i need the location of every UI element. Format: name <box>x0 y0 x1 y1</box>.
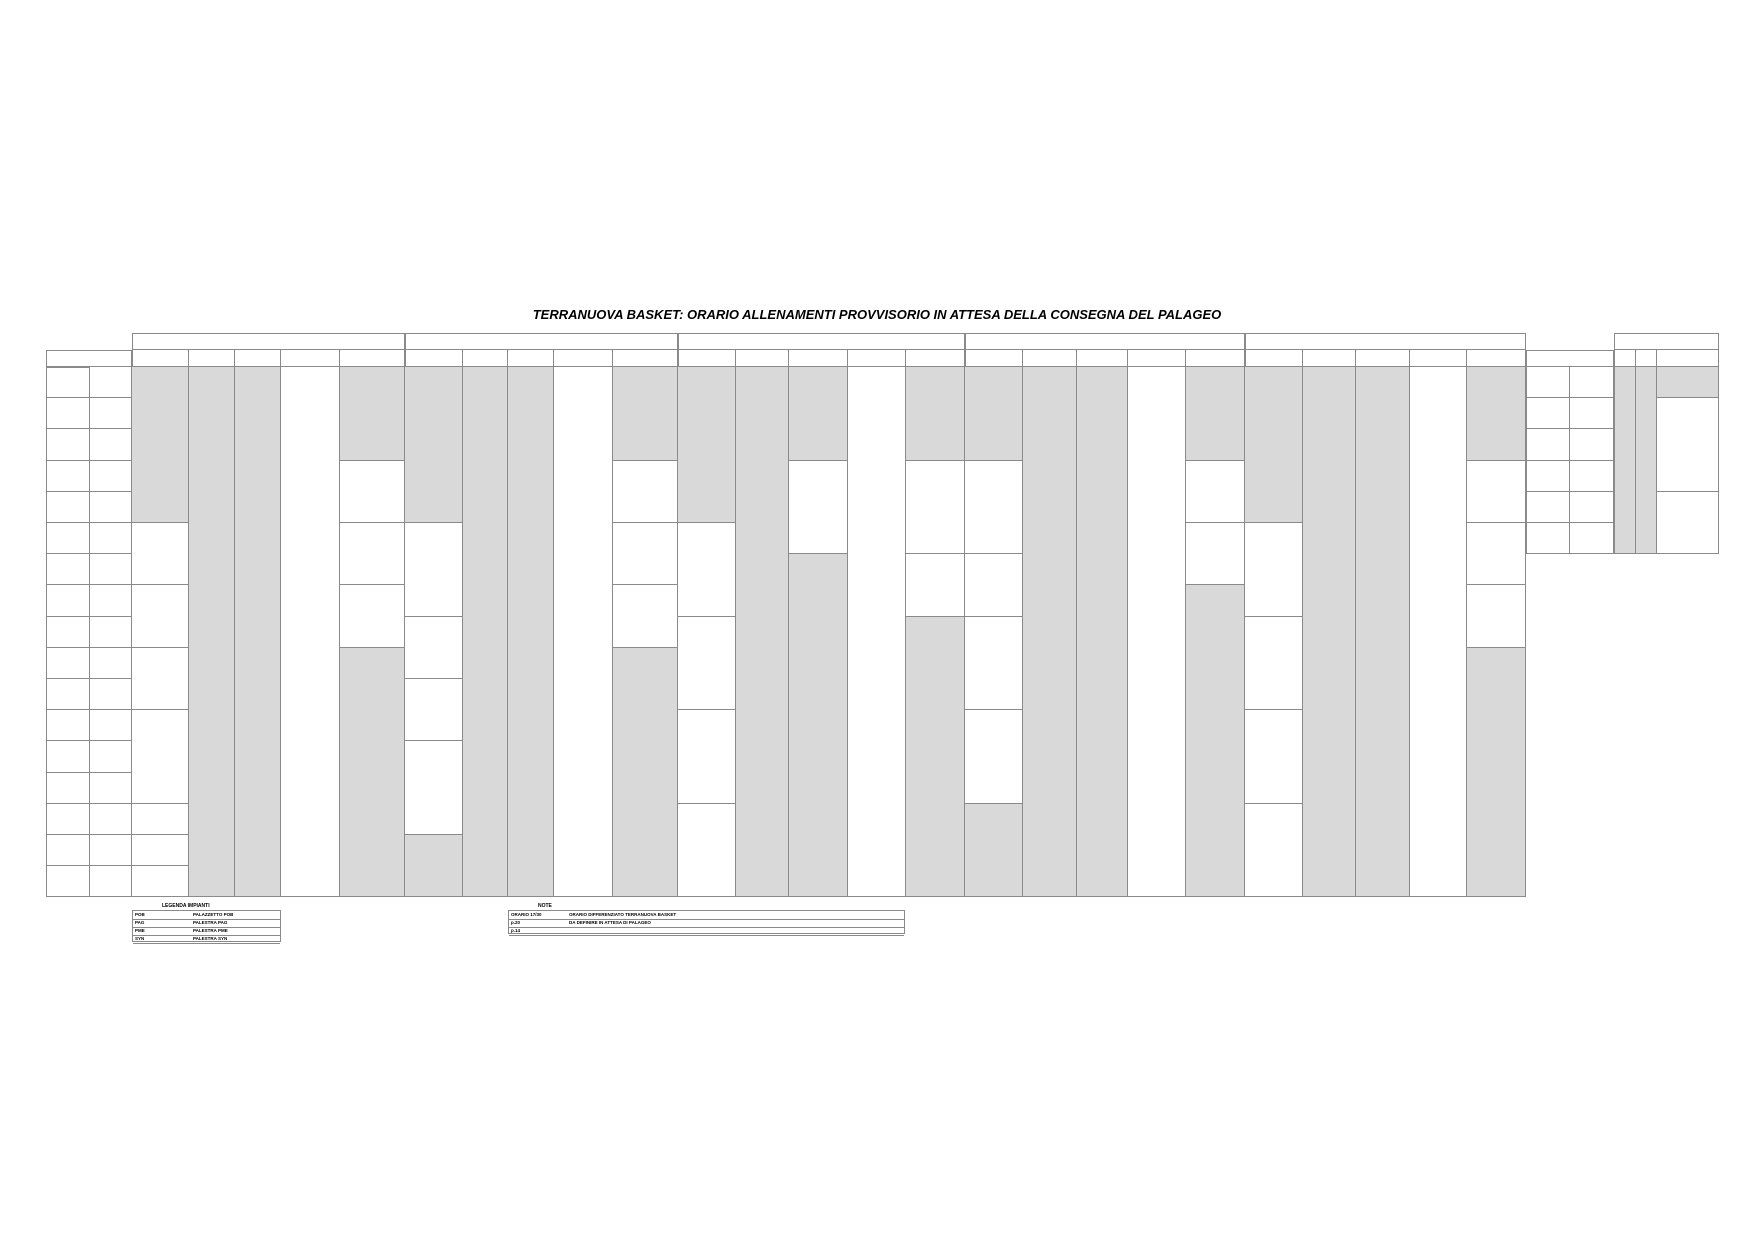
pag-column <box>1303 367 1356 897</box>
empty-slot <box>340 367 405 461</box>
training-slot <box>405 741 463 835</box>
sabato-time-to <box>1570 461 1614 492</box>
sabato-orario-header <box>1526 350 1614 367</box>
training-slot <box>906 554 965 616</box>
pag-column <box>1023 367 1077 897</box>
training-slot <box>906 461 965 555</box>
empty-slot <box>132 367 189 523</box>
col-header-campino <box>613 350 678 367</box>
col-header-syn <box>1128 350 1186 367</box>
time-from <box>46 367 90 398</box>
legend-value: PALESTRA PME <box>193 928 228 933</box>
time-to <box>90 554 132 585</box>
sabato-time-from <box>1526 492 1570 523</box>
empty-slot <box>1186 367 1245 461</box>
col-header-pme <box>1356 350 1410 367</box>
sabato-time-from <box>1526 523 1570 554</box>
time-to <box>90 804 132 835</box>
training-slot <box>678 804 736 898</box>
legend-value: PALAZZETTO POB <box>193 912 234 917</box>
training-slot <box>965 617 1023 711</box>
empty-slot <box>613 648 678 898</box>
training-slot <box>405 617 463 679</box>
orario-header <box>46 350 132 367</box>
sabato-pag-column <box>1636 367 1657 554</box>
legend-key: p.20 <box>511 920 521 925</box>
time-from <box>46 804 90 835</box>
training-slot <box>1657 398 1719 492</box>
time-to <box>90 679 132 710</box>
day-header-mercoledi <box>678 333 965 350</box>
sabato-time-from <box>1526 429 1570 460</box>
empty-slot <box>340 648 405 898</box>
empty-slot <box>1186 585 1245 897</box>
training-slot <box>678 523 736 617</box>
training-slot <box>340 523 405 585</box>
col-header-syn <box>281 350 340 367</box>
syn-cell <box>281 367 340 897</box>
pme-column <box>1356 367 1410 897</box>
training-slot <box>132 585 189 647</box>
col-header-pme <box>1077 350 1128 367</box>
sabato-time-to <box>1570 429 1614 460</box>
col-header-pme <box>235 350 281 367</box>
col-header-pag <box>1303 350 1356 367</box>
sabato-time-to <box>1570 398 1614 429</box>
syn-cell <box>848 367 906 897</box>
day-header-sabato <box>1614 333 1719 350</box>
col-header-campino <box>906 350 965 367</box>
time-to <box>90 710 132 741</box>
time-to <box>90 835 132 866</box>
legend-value: PALESTRA SYN <box>193 936 228 941</box>
training-slot <box>1186 523 1245 585</box>
empty-slot <box>1657 367 1719 398</box>
training-slot <box>965 710 1023 804</box>
training-slot <box>613 461 678 523</box>
col-header-campino <box>1467 350 1526 367</box>
col-header-pob <box>965 350 1023 367</box>
training-slot <box>1245 617 1303 711</box>
col-header-syn <box>554 350 613 367</box>
pme-column <box>1077 367 1128 897</box>
legend-table-caption: LEGENDA IMPIANTI <box>162 903 210 909</box>
time-to <box>90 866 132 897</box>
empty-slot <box>613 367 678 461</box>
training-slot <box>132 710 189 804</box>
training-slot <box>1467 523 1526 585</box>
sabato-col-header <box>1614 350 1636 367</box>
empty-slot <box>965 804 1023 898</box>
sabato-time-from <box>1526 398 1570 429</box>
time-from <box>46 492 90 523</box>
training-slot <box>1245 523 1303 617</box>
training-slot <box>613 585 678 647</box>
day-header-giovedi <box>965 333 1245 350</box>
col-header-syn <box>1410 350 1467 367</box>
time-from <box>46 554 90 585</box>
time-from <box>46 461 90 492</box>
syn-cell <box>1410 367 1467 897</box>
training-slot <box>678 617 736 711</box>
col-header-pag <box>463 350 508 367</box>
time-to <box>90 773 132 804</box>
sabato-time-from <box>1526 367 1570 398</box>
col-header-pob <box>405 350 463 367</box>
training-slot <box>405 523 463 617</box>
sabato-time-to <box>1570 492 1614 523</box>
page-title: TERRANUOVA BASKET: ORARIO ALLENAMENTI PROVVISORIO IN ATTESA DELLA CONSEGNA DEL PALAGEO <box>532 307 1222 322</box>
legend-value: DA DEFINIRE IN ATTESA DI PALAGEO <box>569 920 651 925</box>
empty-slot <box>132 804 189 835</box>
training-slot <box>613 523 678 585</box>
col-header-pag <box>1023 350 1077 367</box>
training-slot <box>789 461 848 555</box>
training-slot <box>1467 461 1526 523</box>
time-to <box>90 367 132 398</box>
time-from <box>46 741 90 772</box>
time-from <box>46 679 90 710</box>
sabato-pob-column <box>1614 367 1636 554</box>
col-header-pme <box>789 350 848 367</box>
legend-key: POB <box>135 912 145 917</box>
empty-slot <box>405 367 463 523</box>
legend-value: ORARIO DIFFERENZIATO TERRANUOVA BASKET <box>569 912 677 917</box>
empty-slot <box>906 617 965 898</box>
col-header-syn <box>848 350 906 367</box>
time-from <box>46 866 90 897</box>
time-from <box>46 710 90 741</box>
empty-slot <box>789 367 848 461</box>
empty-slot <box>1245 367 1303 523</box>
pag-column <box>736 367 789 897</box>
empty-slot <box>405 835 463 897</box>
note-table <box>508 910 905 934</box>
time-from <box>46 617 90 648</box>
time-to <box>90 523 132 554</box>
pag-column <box>463 367 508 897</box>
legend-table-row <box>133 935 280 944</box>
time-from <box>46 523 90 554</box>
empty-slot <box>1467 648 1526 898</box>
sabato-time-to <box>1570 523 1614 554</box>
time-from <box>46 648 90 679</box>
empty-slot <box>1467 367 1526 461</box>
pag-column <box>189 367 235 897</box>
training-slot <box>965 554 1023 616</box>
time-from <box>46 835 90 866</box>
legend-table <box>132 910 281 942</box>
day-header-lunedi <box>132 333 405 350</box>
sabato-time-to <box>1570 367 1614 398</box>
time-to <box>90 461 132 492</box>
time-to <box>90 585 132 616</box>
training-slot <box>132 523 189 585</box>
time-to <box>90 617 132 648</box>
empty-slot <box>965 367 1023 461</box>
sabato-time-from <box>1526 461 1570 492</box>
training-slot <box>340 461 405 523</box>
pme-column <box>235 367 281 897</box>
time-to <box>90 492 132 523</box>
day-header-martedi <box>405 333 678 350</box>
col-header-pob <box>1245 350 1303 367</box>
note-table-row <box>509 927 904 936</box>
col-header-campino <box>340 350 405 367</box>
training-slot <box>1467 585 1526 647</box>
empty-slot <box>132 866 189 897</box>
time-from <box>46 429 90 460</box>
training-slot <box>1186 461 1245 523</box>
time-to <box>90 398 132 429</box>
pme-column <box>508 367 554 897</box>
training-slot <box>1657 492 1719 554</box>
training-slot <box>340 585 405 647</box>
sabato-col-header <box>1636 350 1657 367</box>
legend-key: PME <box>135 928 145 933</box>
syn-cell <box>1128 367 1186 897</box>
time-to <box>90 648 132 679</box>
day-header-venerdi <box>1245 333 1526 350</box>
col-header-pag <box>189 350 235 367</box>
training-slot <box>1245 804 1303 898</box>
empty-slot <box>678 367 736 523</box>
col-header-pob <box>678 350 736 367</box>
time-to <box>90 741 132 772</box>
col-header-pag <box>736 350 789 367</box>
training-slot <box>678 710 736 804</box>
time-from <box>46 585 90 616</box>
empty-slot <box>906 367 965 461</box>
time-from <box>46 773 90 804</box>
legend-value: PALESTRA PAG <box>193 920 228 925</box>
training-slot <box>132 648 189 710</box>
training-slot <box>405 679 463 741</box>
col-header-pme <box>508 350 554 367</box>
training-slot <box>1245 710 1303 804</box>
col-header-campino <box>1186 350 1245 367</box>
syn-cell <box>554 367 613 897</box>
time-from <box>46 398 90 429</box>
empty-slot <box>789 554 848 897</box>
col-header-pob <box>132 350 189 367</box>
training-slot <box>965 461 1023 555</box>
empty-slot <box>132 835 189 866</box>
legend-key: SYN <box>135 936 145 941</box>
legend-key: p.14 <box>511 928 521 933</box>
legend-key: PAG <box>135 920 145 925</box>
time-to <box>90 429 132 460</box>
note-table-caption: NOTE <box>538 903 552 909</box>
sabato-col-header <box>1657 350 1719 367</box>
legend-key: ORARIO 17/30 <box>511 912 542 917</box>
